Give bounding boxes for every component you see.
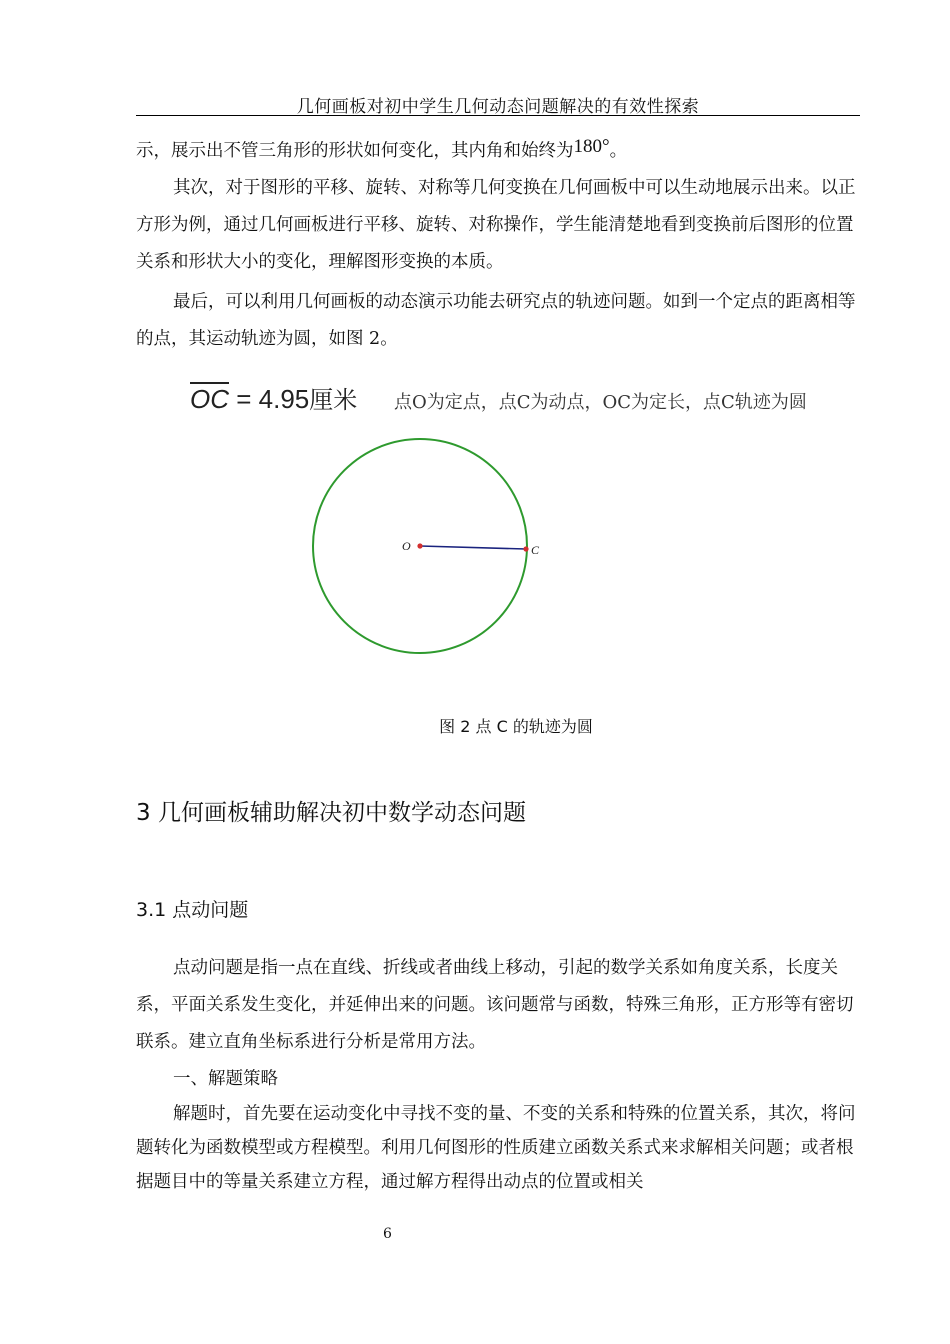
- paragraph-1-text: 示，展示出不管三角形的形状如何变化，其内角和始终为: [136, 141, 574, 161]
- figure-caption: 图 2 点 C 的轨迹为圆: [439, 717, 593, 736]
- subsection-heading: 3.1 点动问题: [136, 899, 249, 921]
- paragraph-1: [136, 132, 860, 170]
- paragraph-1-end: 。: [609, 141, 628, 161]
- header-rule: [136, 115, 860, 116]
- segment-oc: [420, 546, 526, 549]
- paragraph-3: 最后，可以利用几何画板的动态演示功能去研究点的轨迹问题。如到一个定点的距离相等的点，其运动轨迹为圆，如图 2。: [136, 292, 856, 349]
- paragraph-5: 一、解题策略: [173, 1069, 278, 1089]
- section-heading: 3 几何画板辅助解决初中数学动态问题: [136, 800, 526, 826]
- measurement-unit: 厘米: [309, 386, 358, 414]
- figure-diagram: [136, 372, 860, 672]
- page-number: 6: [383, 1226, 392, 1242]
- running-header: 几何画板对初中学生几何动态问题解决的有效性探索: [296, 97, 700, 117]
- paragraph-4: 点动问题是指一点在直线、折线或者曲线上移动，引起的数学关系如角度关系，长度关系，平面关系发生变化，并延伸出来的问题。该问题常与函数，特殊三角形，正方形等有密切联系。建立直角坐标系进行分析是常用方法。: [136, 958, 854, 1052]
- label-c: C: [531, 543, 540, 557]
- paragraph-6: 解题时，首先要在运动变化中寻找不变的量、不变的关系和特殊的位置关系，其次，将问题转化为函数模型或方程模型。利用几何图形的性质建立函数关系式来求解相关问题；或者根据题目中的等量关系建立方程，通过解方程得出动点的位置或相关: [136, 1104, 856, 1192]
- label-o: O: [402, 539, 411, 553]
- segment-name: OC: [190, 384, 229, 414]
- paragraph-2: 其次，对于图形的平移、旋转、对称等几何变换在几何画板中可以生动地展示出来。以正方形为例，通过几何画板进行平移、旋转、对称操作，学生能清楚地看到变换前后图形的位置关系和形状大小的变化，理解图形变换的本质。: [136, 178, 856, 272]
- measurement-value: = 4.95: [229, 384, 310, 414]
- figure-2: [136, 372, 860, 672]
- point-o: [417, 543, 422, 548]
- point-c: [523, 546, 528, 551]
- figure-note: 点O为定点，点C为动点，OC为定长，点C轨迹为圆: [394, 392, 807, 413]
- degree-value: 180°: [573, 136, 610, 157]
